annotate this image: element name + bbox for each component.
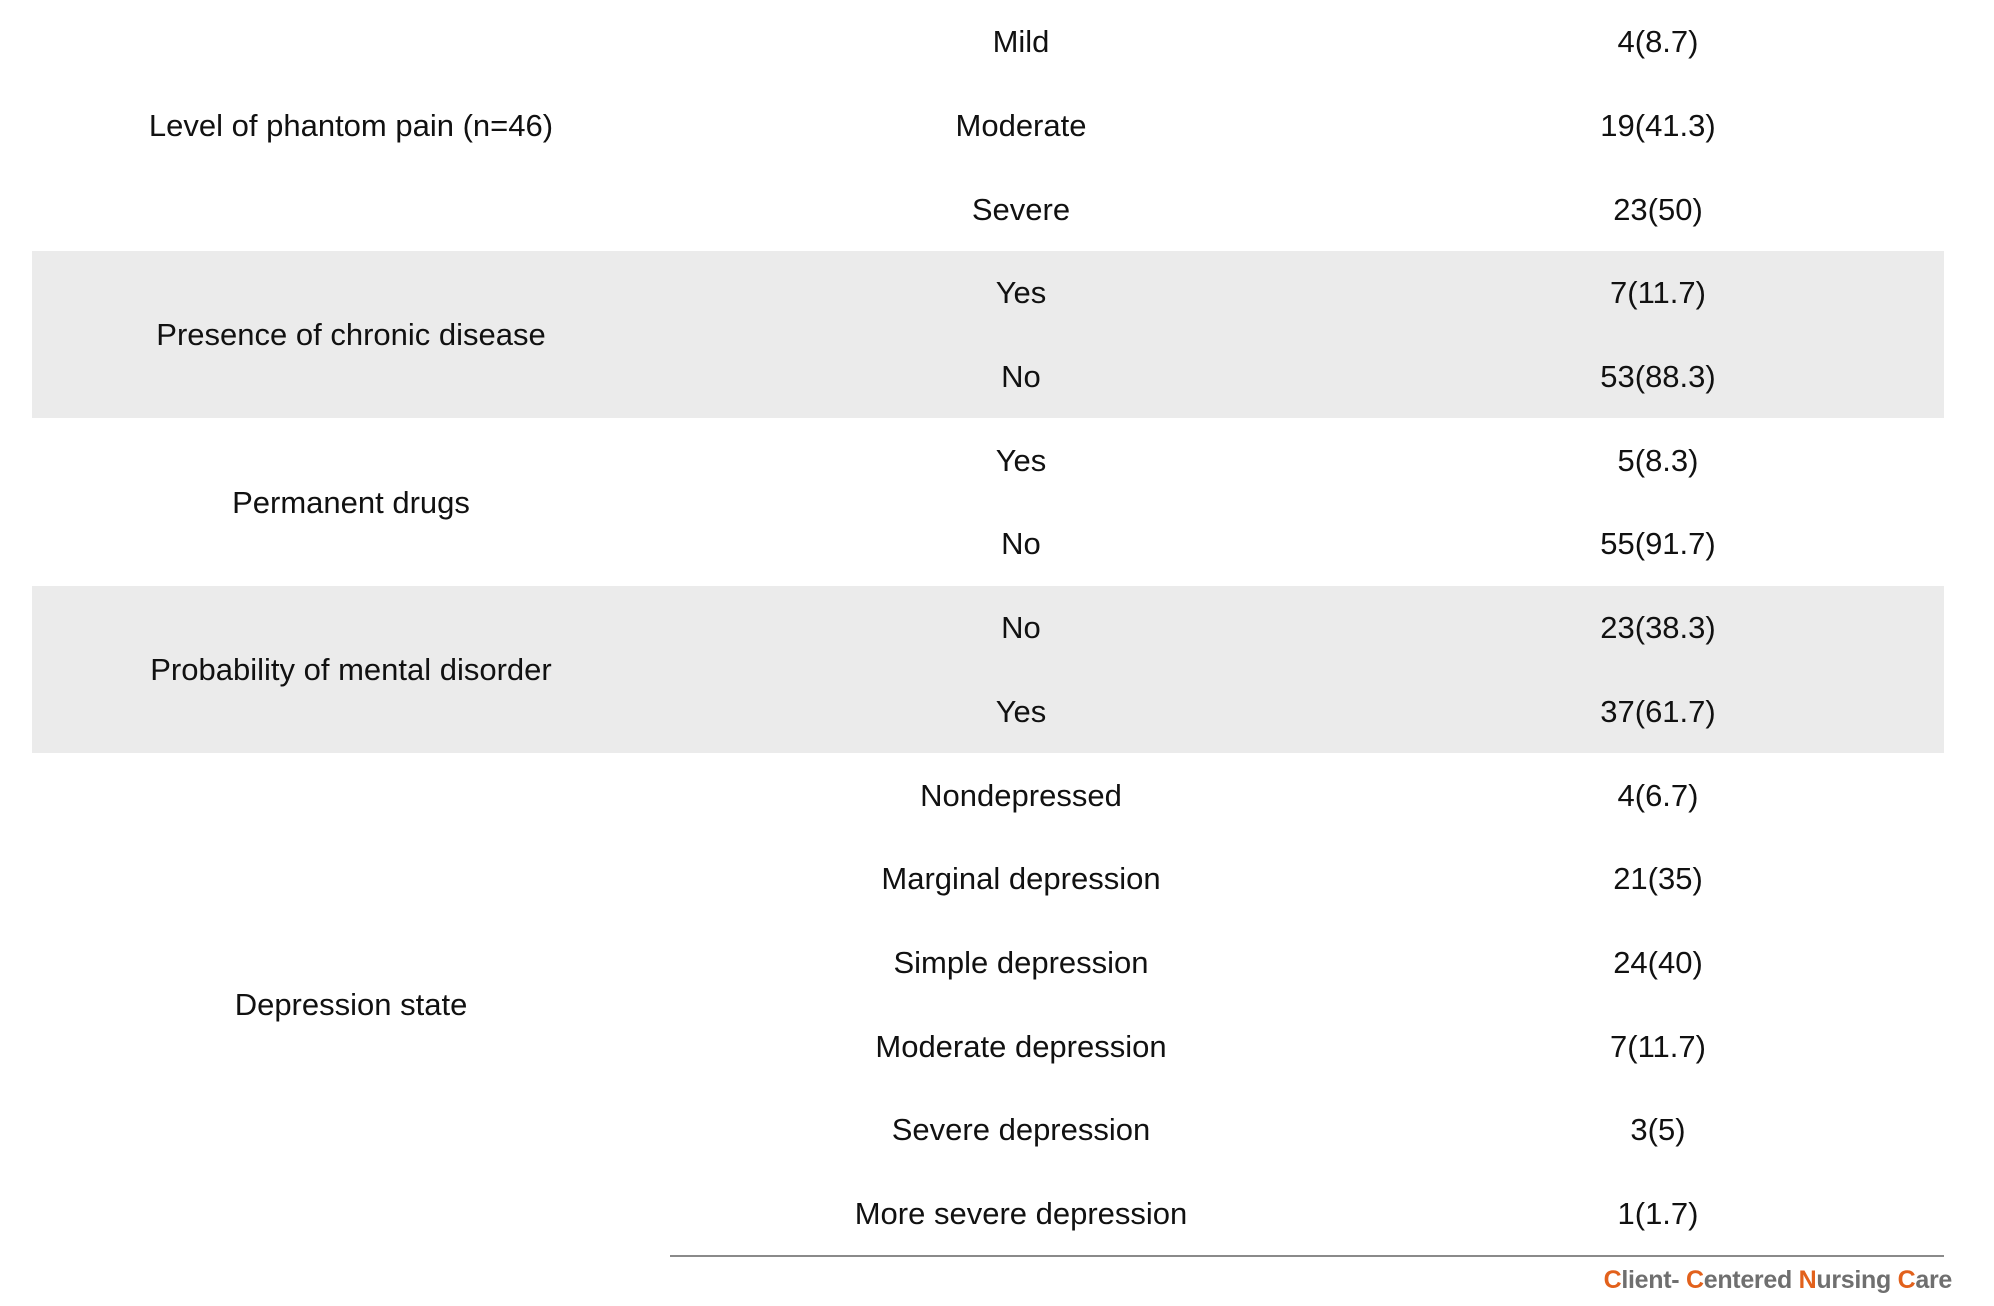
table-row (32, 753, 1944, 837)
category-cell: Yes (670, 251, 1372, 335)
category-cell: Severe (971, 191, 1071, 227)
variable-label: Depression state (234, 987, 468, 1023)
table-row (32, 251, 1944, 335)
logo-text-part: C (1603, 1266, 1622, 1294)
logo-text-part: lient- (1621, 1266, 1686, 1294)
value-cell: 24(40) (1613, 944, 1703, 980)
category-cell: No (1001, 526, 1041, 562)
value-cell: 4(8.7) (1617, 24, 1699, 60)
value-cell: 55(91.7) (1600, 526, 1716, 562)
logo-text-part: C (1897, 1266, 1916, 1294)
category-cell: Mild (992, 24, 1050, 60)
table-row (32, 0, 1944, 84)
variable-label: Presence of chronic disease (32, 251, 670, 418)
table-row (32, 418, 1944, 502)
value-cell: 53(88.3) (1372, 335, 1944, 419)
variable-label: Probability of mental disorder (32, 586, 670, 753)
journal-logo (1604, 1266, 1952, 1295)
category-cell: More severe depression (670, 1172, 1372, 1257)
table-group (32, 418, 1944, 585)
table-group (32, 251, 1944, 418)
logo-text-part: entered (1703, 1266, 1799, 1294)
logo-text-part: N (1798, 1266, 1817, 1294)
category-cell: Severe depression (891, 1112, 1151, 1148)
logo-text-part: ursing (1816, 1266, 1898, 1294)
category-cell: No (670, 586, 1372, 670)
category-cell: Marginal depression (881, 861, 1161, 897)
value-cell: 3(5) (1630, 1112, 1686, 1148)
value-cell: 19(41.3) (1600, 108, 1716, 144)
value-cell: 37(61.7) (1372, 670, 1944, 754)
variable-label: Level of phantom pain (n=46) (148, 108, 554, 144)
value-cell: 21(35) (1613, 861, 1703, 897)
value-cell: 23(38.3) (1372, 586, 1944, 670)
category-cell: Moderate depression (875, 1028, 1167, 1064)
variable-label: Permanent drugs (232, 484, 470, 520)
table-group (32, 586, 1944, 753)
category-cell: No (670, 335, 1372, 419)
value-cell: 7(11.7) (1372, 251, 1944, 335)
value-cell: 5(8.3) (1617, 442, 1699, 478)
category-cell: Moderate (955, 108, 1087, 144)
value-cell: 23(50) (1613, 191, 1703, 227)
category-cell: Yes (995, 442, 1047, 478)
logo-text-part: C (1685, 1266, 1704, 1294)
value-cell: 4(6.7) (1617, 777, 1699, 813)
category-cell: Simple depression (893, 944, 1149, 980)
table-group (32, 753, 1944, 1256)
category-cell: Yes (670, 670, 1372, 754)
category-cell: Nondepressed (920, 777, 1122, 813)
logo-text-part: are (1915, 1266, 1952, 1294)
data-table (32, 0, 1944, 1257)
table-group (32, 0, 1944, 251)
value-cell: 7(11.7) (1610, 1028, 1706, 1064)
value-cell: 1(1.7) (1372, 1172, 1944, 1257)
characteristics-table (32, 0, 1944, 1257)
table-row (32, 586, 1944, 670)
